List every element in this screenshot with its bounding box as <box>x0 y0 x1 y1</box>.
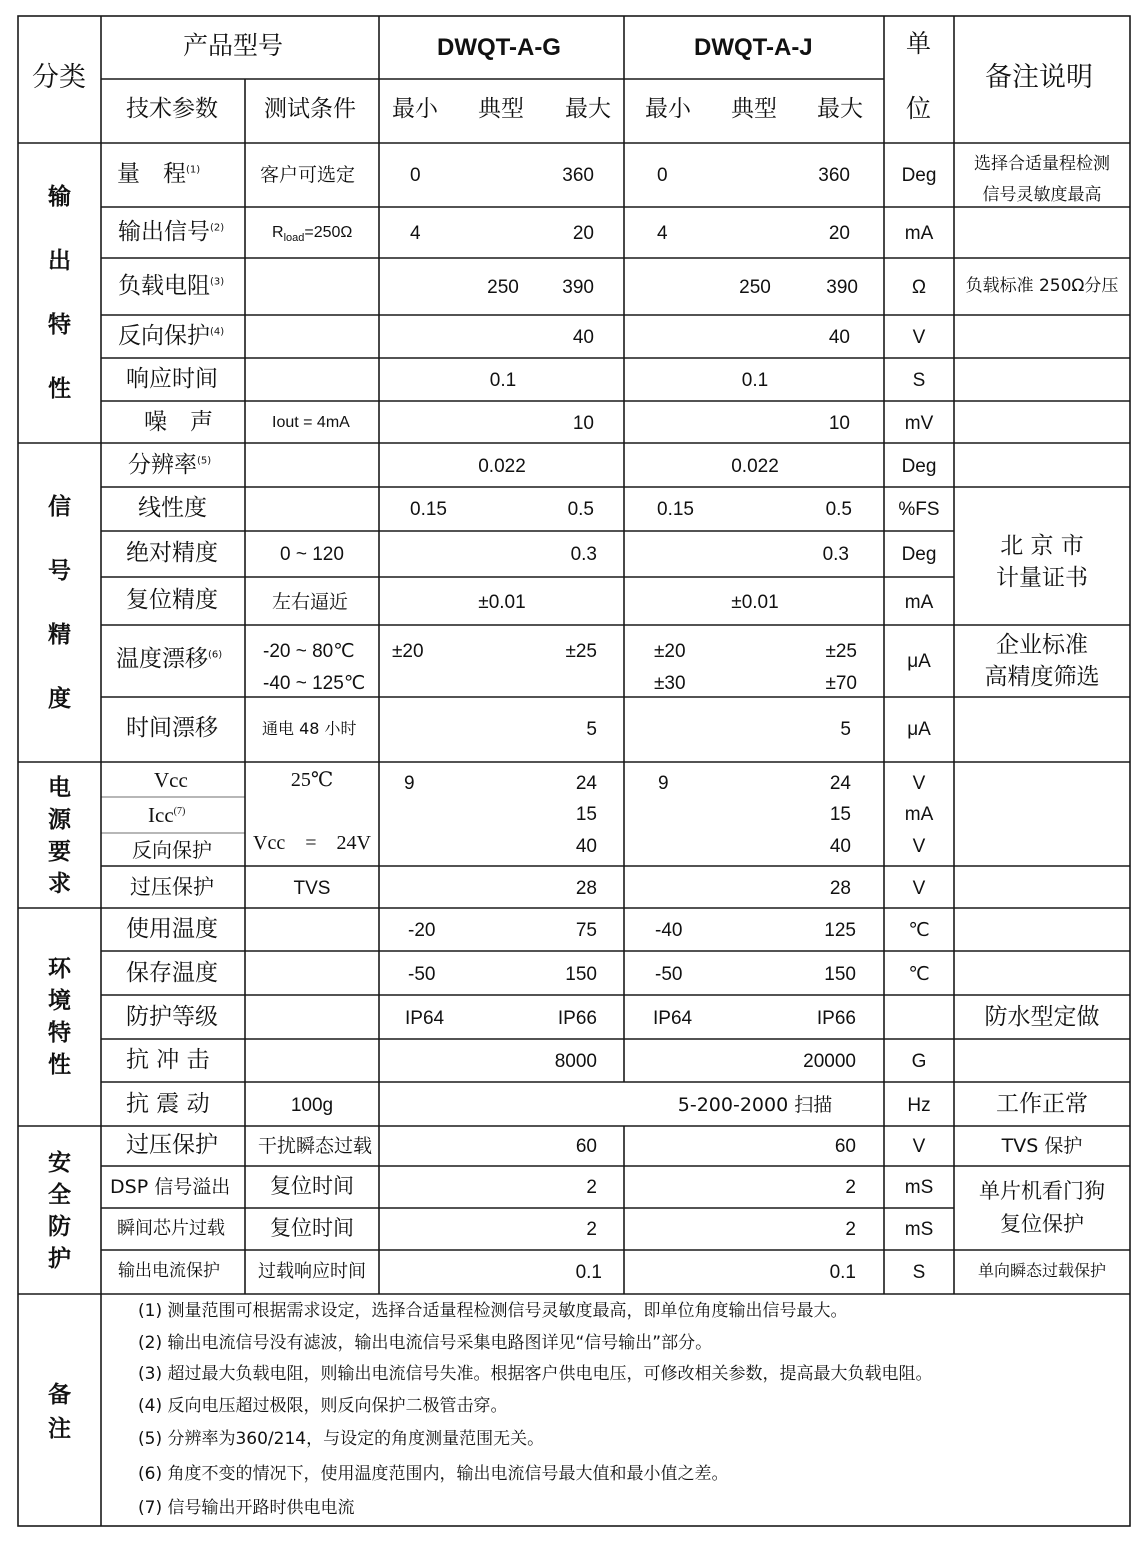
row-time-drift-unit: μA <box>907 719 931 740</box>
row-ip-rating-label: 防护等级 <box>126 1004 218 1030</box>
row-load-res-j-max: 390 <box>826 277 858 298</box>
power-cond: 25℃ Vcc = 24V <box>253 769 371 854</box>
row-reverse-protect-unit: V <box>912 327 926 348</box>
row-linearity-unit: %FS <box>898 499 940 520</box>
row-icc-label: Icc$^{(7)}$ <box>148 803 186 827</box>
precision-remark: 北 京 市 计量证书 <box>996 533 1088 591</box>
row-storage-temp-label: 保存温度 <box>126 960 218 986</box>
row-output-signal-cond: $R_{load}=250\Omega$ <box>272 224 353 245</box>
row-icc-j-max: 15 <box>829 804 851 825</box>
row-overvoltage-cond: TVS <box>293 878 331 899</box>
row-time-drift-g-max: 5 <box>586 719 597 740</box>
row-abs-accuracy-cond: 0 ~ 120 <box>280 544 344 565</box>
row-overvoltage-j-max: 28 <box>829 878 851 899</box>
row-ip-rating-j-min: IP64 <box>653 1008 693 1029</box>
row-vcc-g-max: 24 <box>575 773 597 794</box>
row-linearity-g-max: 0.5 <box>567 499 594 520</box>
row-ip-rating-g-min: IP64 <box>405 1008 445 1029</box>
row-noise-cond: Iout = 4mA <box>272 414 350 431</box>
row-range-g-min: 0 <box>410 165 421 186</box>
row-chip-over-label: 瞬间芯片过载 <box>117 1218 225 1239</box>
header-remarks: 备注说明 <box>985 62 1093 93</box>
row-load-res-unit: Ω <box>911 277 927 298</box>
row-abs-accuracy-g-max: 0.3 <box>570 544 597 565</box>
row-vibration-remark: 工作正常 <box>996 1091 1088 1117</box>
row-storage-temp-g-min: -50 <box>408 964 436 985</box>
row-vibration-label: 抗 震 动 <box>126 1091 210 1117</box>
row-abs-accuracy-j-max: 0.3 <box>822 544 849 565</box>
row-noise-label: 噪 声 <box>144 409 213 435</box>
row-load-res-g-max: 390 <box>562 277 594 298</box>
row-reverse-protect-j-max: 40 <box>828 327 850 348</box>
row-ip-rating-j-max: IP66 <box>816 1008 856 1029</box>
row-range-unit: Deg <box>901 165 937 186</box>
row-safety-over-g-max: 60 <box>575 1136 597 1157</box>
row-overvoltage-g-max: 28 <box>575 878 597 899</box>
row-resolution-j-typ: 0.022 <box>731 456 779 477</box>
category-output: 输 出 特 性 <box>48 184 71 402</box>
row-dsp-overflow-unit: mS <box>904 1177 934 1198</box>
row-reverse-protect-label: 反向保护$^{(4)}$ <box>118 323 225 349</box>
row-out-current-g-max: 0.1 <box>575 1262 602 1283</box>
row-ip-rating-remark: 防水型定做 <box>984 1004 1100 1030</box>
row-response-time-unit: S <box>912 370 926 391</box>
row-icc-unit: mA <box>904 804 934 825</box>
row-range-remark: 选择合适量程检测 信号灵敏度最高 <box>974 154 1110 205</box>
row-temp-drift-label: 温度漂移$^{(6)}$ <box>116 646 223 672</box>
row-power-reverse-g-max: 40 <box>575 836 597 857</box>
category-precision: 信 号 精 度 <box>48 494 71 712</box>
row-linearity-g-min: 0.15 <box>410 499 447 520</box>
row-ip-rating-g-max: IP66 <box>557 1008 597 1029</box>
row-output-signal-j-max: 20 <box>828 223 850 244</box>
row-time-drift-label: 时间漂移 <box>126 715 218 741</box>
row-safety-over-label: 过压保护 <box>126 1132 218 1158</box>
row-icc-g-max: 15 <box>575 804 597 825</box>
note-item: (4) 反向电压超过极限，则反向保护二极管击穿。 <box>138 1396 508 1416</box>
row-safety-over-remark: TVS 保护 <box>1001 1135 1083 1157</box>
header-j-typ: 典型 <box>731 96 777 122</box>
header-unit-2: 位 <box>906 94 932 123</box>
row-range-j-min: 0 <box>657 165 668 186</box>
row-output-signal-g-max: 20 <box>572 223 594 244</box>
row-vibration-j-val: 5-200-2000 扫描 <box>677 1094 833 1116</box>
category-power: 电 源 要 求 <box>48 775 71 897</box>
row-out-current-cond: 过载响应时间 <box>258 1261 366 1282</box>
row-resolution-label: 分辨率$^{(5)}$ <box>128 452 212 478</box>
row-dsp-overflow-label: DSP 信号溢出 <box>110 1176 231 1198</box>
row-chip-over-cond: 复位时间 <box>270 1216 354 1240</box>
row-chip-over-unit: mS <box>904 1219 934 1240</box>
row-chip-over-g-max: 2 <box>586 1219 597 1240</box>
header-j-max: 最大 <box>817 96 863 122</box>
row-noise-unit: mV <box>904 413 934 434</box>
header-test-conditions: 测试条件 <box>264 96 356 122</box>
row-load-res-g-typ: 250 <box>487 277 519 298</box>
row-temp-drift-unit: μA <box>907 651 931 672</box>
row-time-drift-j-max: 5 <box>840 719 851 740</box>
row-storage-temp-g-max: 150 <box>565 964 597 985</box>
row-linearity-j-max: 0.5 <box>825 499 852 520</box>
header-j-min: 最小 <box>645 96 691 122</box>
row-resolution-g-typ: 0.022 <box>478 456 526 477</box>
row-reset-accuracy-j-typ: ±0.01 <box>731 592 779 613</box>
row-power-reverse-unit: V <box>912 836 926 857</box>
row-vcc-j-min: 9 <box>658 773 669 794</box>
category-notes: 备 注 <box>48 1382 71 1442</box>
note-item: (7) 信号输出开路时供电电流 <box>138 1498 355 1518</box>
row-output-signal-label: 输出信号$^{(2)}$ <box>118 219 225 245</box>
header-product-model: 产品型号 <box>183 31 284 60</box>
category-safety: 安 全 防 护 <box>48 1150 71 1272</box>
row-output-signal-j-min: 4 <box>657 223 668 244</box>
row-shock-g-max: 8000 <box>554 1051 597 1072</box>
row-overvoltage-unit: V <box>912 878 926 899</box>
row-vcc-label: Vcc <box>154 768 188 792</box>
row-chip-over-j-max: 2 <box>845 1219 856 1240</box>
row-vcc-unit: V <box>912 773 926 794</box>
row-output-signal-unit: mA <box>904 223 934 244</box>
row-load-res-label: 负载电阻$^{(3)}$ <box>118 273 225 299</box>
row-linearity-label: 线性度 <box>138 495 207 521</box>
row-safety-over-j-max: 60 <box>834 1136 856 1157</box>
row-range-label: 量 程$^{(1)}$ <box>117 161 201 187</box>
row-linearity-j-min: 0.15 <box>657 499 694 520</box>
note-item: (5) 分辨率为360/214，与设定的角度测量范围无关。 <box>138 1429 545 1449</box>
row-out-current-remark: 单向瞬态过载保护 <box>977 1261 1106 1280</box>
row-reset-accuracy-cond: 左右逼近 <box>272 591 349 613</box>
row-temp-drift-g-max: ±25 <box>565 641 597 662</box>
row-noise-j-max: 10 <box>828 413 850 434</box>
row-dsp-overflow-j-max: 2 <box>845 1177 856 1198</box>
row-range-cond: 客户可选定 <box>260 164 356 186</box>
row-power-reverse-j-max: 40 <box>829 836 851 857</box>
row-temp-drift-g-min: ±20 <box>392 641 424 662</box>
row-temp-drift-j-max: ±25 ±70 <box>825 641 857 694</box>
header-model-j: DWQT-A-J <box>694 34 813 61</box>
row-op-temp-g-min: -20 <box>408 920 436 941</box>
row-out-current-label: 输出电流保护 <box>118 1261 220 1281</box>
row-abs-accuracy-label: 绝对精度 <box>126 540 218 566</box>
row-abs-accuracy-unit: Deg <box>901 544 937 565</box>
row-vibration-cond: 100g <box>290 1095 334 1116</box>
row-vcc-g-min: 9 <box>404 773 415 794</box>
row-vcc-j-max: 24 <box>829 773 851 794</box>
category-environment: 环 境 特 性 <box>48 956 71 1078</box>
row-output-signal-g-min: 4 <box>410 223 421 244</box>
header-g-min: 最小 <box>392 96 438 122</box>
header-unit-1: 单 <box>906 29 932 58</box>
header-model-g: DWQT-A-G <box>437 34 561 61</box>
row-response-time-label: 响应时间 <box>126 366 218 392</box>
row-load-res-remark: 负载标准 250Ω分压 <box>965 276 1119 296</box>
row-range-g-max: 360 <box>562 165 594 186</box>
row-shock-j-max: 20000 <box>803 1051 856 1072</box>
row-resolution-unit: Deg <box>901 456 937 477</box>
note-item: (1) 测量范围可根据需求设定，选择合适量程检测信号灵敏度最高，即单位角度输出信号最大。 <box>138 1301 848 1321</box>
row-power-reverse-label: 反向保护 <box>132 838 212 862</box>
row-temp-drift-cond: -20 ~ 80℃ -40 ~ 125℃ <box>263 641 366 694</box>
header-g-typ: 典型 <box>478 96 524 122</box>
row-response-time-g-typ: 0.1 <box>489 370 517 391</box>
row-overvoltage-label: 过压保护 <box>130 875 214 899</box>
row-shock-unit: G <box>911 1051 927 1072</box>
row-range-j-max: 360 <box>818 165 850 186</box>
row-storage-temp-j-min: -50 <box>655 964 683 985</box>
note-item: (6) 角度不变的情况下，使用温度范围内，输出电流信号最大值和最小值之差。 <box>138 1464 729 1484</box>
row-reset-accuracy-g-typ: ±0.01 <box>478 592 526 613</box>
row-op-temp-label: 使用温度 <box>126 916 218 942</box>
row-op-temp-g-max: 75 <box>575 920 597 941</box>
row-out-current-unit: S <box>912 1262 926 1283</box>
row-dsp-overflow-g-max: 2 <box>586 1177 597 1198</box>
row-shock-label: 抗 冲 击 <box>126 1047 210 1073</box>
row-storage-temp-unit: ℃ <box>908 963 930 985</box>
row-time-drift-cond: 通电 48 小时 <box>262 719 357 738</box>
row-reset-accuracy-unit: mA <box>904 592 934 613</box>
row-vibration-unit: Hz <box>907 1095 931 1116</box>
header-g-max: 最大 <box>565 96 611 122</box>
header-category: 分类 <box>32 62 86 93</box>
note-item: (3) 超过最大负载电阻，则输出电流信号失准。根据客户供电电压，可修改相关参数，提高最大负载电阻。 <box>138 1364 933 1384</box>
safety-remark: 单片机看门狗 复位保护 <box>979 1179 1105 1236</box>
row-storage-temp-j-max: 150 <box>824 964 856 985</box>
row-response-time-j-typ: 0.1 <box>741 370 769 391</box>
row-temp-drift-j-min: ±20 ±30 <box>654 641 686 694</box>
row-temp-drift-remark: 企业标准 高精度筛选 <box>984 632 1100 690</box>
row-noise-g-max: 10 <box>572 413 594 434</box>
row-safety-over-cond: 干扰瞬态过载 <box>258 1135 373 1157</box>
row-out-current-j-max: 0.1 <box>829 1262 856 1283</box>
row-reset-accuracy-label: 复位精度 <box>126 587 218 613</box>
row-reverse-protect-g-max: 40 <box>572 327 594 348</box>
row-op-temp-unit: ℃ <box>908 919 930 941</box>
row-op-temp-j-max: 125 <box>824 920 856 941</box>
header-tech-params: 技术参数 <box>126 96 218 122</box>
row-load-res-j-typ: 250 <box>739 277 771 298</box>
note-item: (2) 输出电流信号没有滤波，输出电流信号采集电路图详见“信号输出”部分。 <box>138 1333 713 1353</box>
row-op-temp-j-min: -40 <box>655 920 683 941</box>
row-dsp-overflow-cond: 复位时间 <box>270 1174 354 1198</box>
row-safety-over-unit: V <box>912 1136 926 1157</box>
